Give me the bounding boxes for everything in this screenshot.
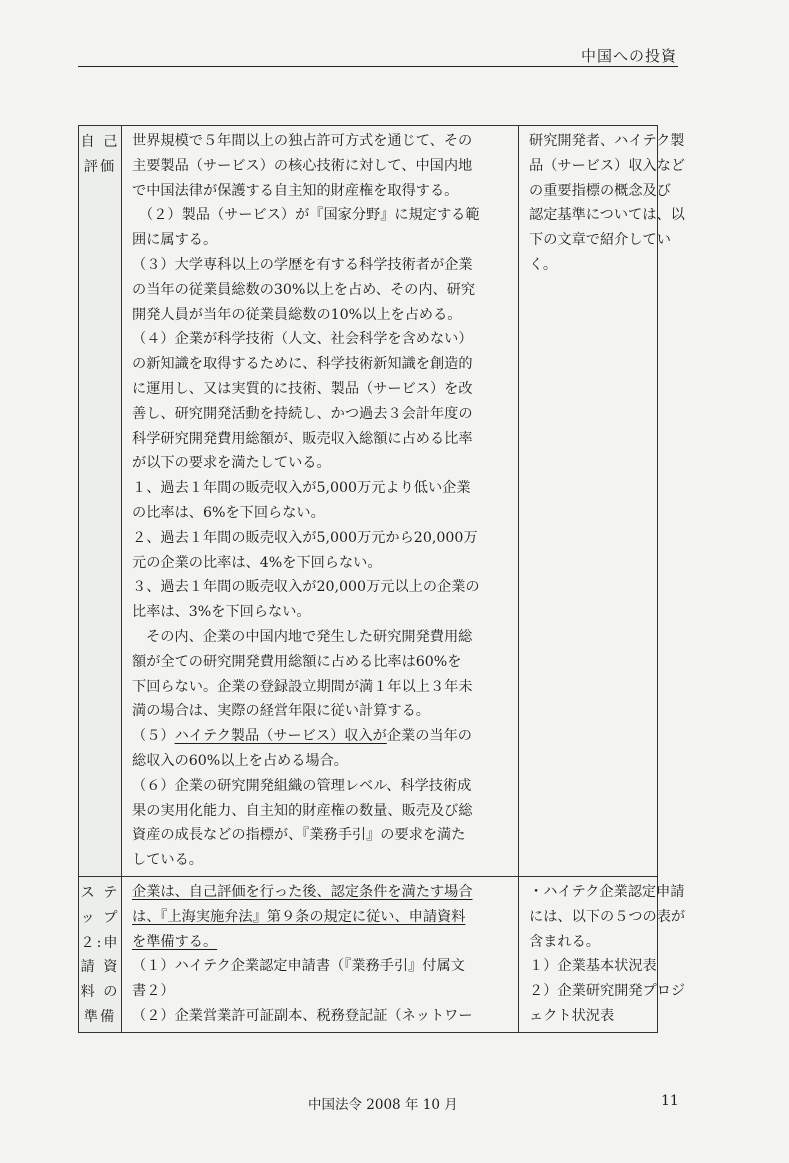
row-label-cell — [79, 126, 122, 877]
body-line: している。 — [132, 852, 203, 869]
body-line: （３）大学専科以上の学歴を有する科学技術者が企業 — [132, 256, 473, 273]
body-line: 囲に属する。 — [132, 232, 218, 249]
body-line: に運用し、又は実質的に技術、製品（サービス）を改 — [132, 380, 473, 397]
note-line: 研究開発者、ハイテク製 — [529, 133, 685, 149]
table-row-self-evaluation — [79, 126, 658, 877]
body-line: の当年の従業員総数の30%以上を占め、その内、研究 — [132, 281, 476, 298]
note-line: ・ハイテク企業認定申請 — [529, 883, 685, 900]
underlined-text: ハイテク製品（サービス）収入が — [174, 728, 387, 745]
row-label-line: 準備 — [83, 1008, 117, 1025]
body-line-underlined — [132, 880, 510, 905]
note-line: には、以下の５つの表が — [529, 908, 686, 925]
body-line: 額が全ての研究開発費用総額に占める比率は60%を — [132, 653, 462, 670]
body-line: の比率は、6%を下回らない。 — [132, 504, 325, 521]
underlined-text: を準備する。 — [132, 933, 218, 950]
body-line: 満の場合は、実際の経営年限に従い計算する。 — [132, 703, 430, 720]
table-row-application-materials — [79, 876, 658, 1032]
row-label-line: ス テ — [80, 884, 120, 901]
body-line: （４）企業が科学技術（人文、社会科学を含めない） — [132, 331, 473, 348]
note-line: 品（サービス）収入など — [529, 157, 686, 174]
note-line: 下の文章で紹介してい — [529, 232, 671, 249]
body-line: （２）企業営業許可証副本、税務登記証（ネットワー — [132, 1007, 473, 1024]
body-line: 下回らない。企業の登録設立期間が満１年以上３年未 — [132, 678, 473, 695]
row-label-line: ２:申 — [80, 934, 120, 951]
note-line: の重要指標の概念及び — [529, 182, 671, 199]
row-note-cell — [519, 876, 686, 1032]
row-note-cell — [519, 126, 686, 877]
body-line-underlined — [132, 905, 510, 930]
body-line: １、過去１年間の販売収入が5,000万元より低い企業 — [132, 480, 471, 497]
note-line: く。 — [529, 256, 558, 273]
row-label-line: 自 己 — [80, 134, 120, 150]
text-segment: 企業の当年の — [386, 728, 472, 745]
note-line: 認定基準については、以 — [529, 207, 685, 224]
row-label-line: 請 資 — [80, 959, 120, 976]
body-line: （２）製品（サービス）が『国家分野』に規定する範 — [139, 207, 480, 224]
row-label-cell — [79, 876, 122, 1032]
page-number: 11 — [661, 1093, 679, 1109]
row-body-cell — [122, 126, 519, 877]
body-line: 元の企業の比率は、4%を下回らない。 — [132, 554, 382, 571]
body-line: が以下の要求を満たしている。 — [132, 455, 331, 472]
body-line: 開発人員が当年の従業員総数の10%以上を占める。 — [132, 306, 462, 323]
body-line: ３、過去１年間の販売収入が20,000万元以上の企業の — [132, 579, 480, 596]
note-line: ェクト状況表 — [529, 1007, 615, 1024]
body-line: で中国法律が保護する自主知的財産権を取得する。 — [132, 182, 459, 199]
body-line: 世界規模で５年間以上の独占許可方式を通じて、その — [132, 133, 473, 149]
body-line: 比率は、3%を下回らない。 — [132, 604, 311, 621]
body-line-underlined — [132, 724, 510, 749]
underlined-text: は、『上海実施弁法』第９条の規定に従い、申請資料 — [132, 908, 466, 925]
row-label-line: 評価 — [83, 158, 117, 175]
body-line: （６）企業の研究開発組織の管理レベル、科学技術成 — [132, 777, 472, 794]
body-line: 科学研究開発費用総額が、販売収入総額に占める比率 — [132, 430, 473, 447]
body-line: ２、過去１年間の販売収入が5,000万元から20,000万 — [132, 529, 478, 546]
row-label-line: 料 の — [80, 984, 120, 1001]
body-line: （１）ハイテク企業認定申請書（『業務手引』付属文 — [132, 958, 465, 975]
body-line: の新知識を取得するために、科学技術新知識を創造的 — [132, 356, 473, 373]
body-line: 資産の成長などの指標が、『業務手引』の要求を満た — [132, 827, 466, 844]
row-label-line: ッ プ — [80, 909, 120, 926]
body-line: 果の実用化能力、自主知的財産権の数量、販売及び総 — [132, 802, 473, 819]
body-line: 主要製品（サービス）の核心技術に対して、中国内地 — [132, 157, 473, 174]
running-header-title: 中国への投資 — [580, 47, 677, 65]
body-line: 書２） — [132, 983, 175, 1000]
row-body-cell — [122, 876, 519, 1032]
footer-journal: 中国法令 2008 年 10 月 — [308, 1097, 458, 1113]
underlined-text: 企業は、自己評価を行った後、認定条件を満たす場合 — [132, 883, 473, 900]
note-line: １）企業基本状況表 — [529, 958, 657, 975]
text-segment: （５） — [132, 728, 175, 745]
body-line: 総収入の60%以上を占める場合。 — [132, 752, 348, 769]
body-line: 善し、研究開発活動を持続し、かつ過去３会計年度の — [132, 405, 473, 422]
note-line: 含まれる。 — [529, 933, 600, 950]
body-line: その内、企業の中国内地で発生した研究開発費用総 — [146, 628, 473, 645]
note-line: ２）企業研究開発プロジ — [529, 983, 686, 1000]
body-line-underlined — [132, 930, 510, 955]
content-table — [78, 125, 686, 1033]
header-rule — [78, 66, 678, 67]
